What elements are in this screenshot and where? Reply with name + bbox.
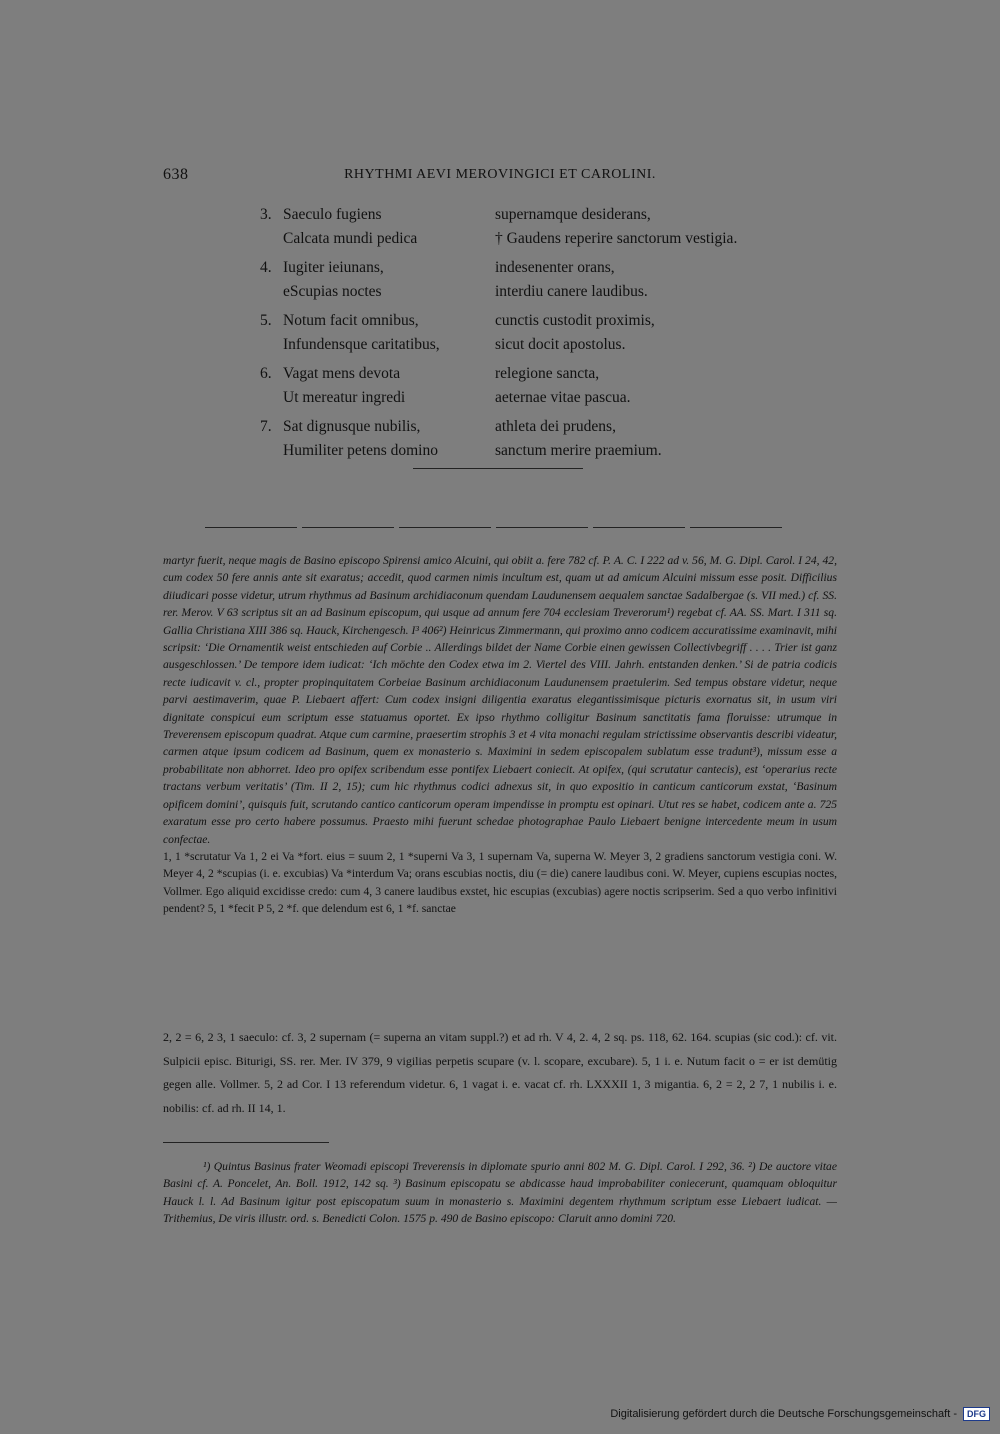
poem-half-line: athleta dei prudens, (495, 418, 616, 435)
footnotes-text: ¹) Quintus Basinus frater Weomadi episcopi Treverensis in diplomate spurio anni 802 M. G. Dipl. Carol. I 292, 36. ²) De auctore vitae Basini cf. A. Poncelet, An. Boll. 1912, 142 sq. ³) Basinum episcopatu se abdicasse haud improbabiliter coniecerunt, quamquam obloquitur Hauck l. l. Ad Basinum igitur post episcopatum suum in monasterio s. Maximini degentem rhythmum scriptum esse Liebaert iudicat. — Trithemius, De viris illustr. ord. s. Benedicti Colon. 1575 p. 490 de Basino episcopo: Claruit anno domini 720. (163, 1160, 837, 1226)
commentary-block (163, 552, 837, 918)
funding-note: Digitalisierung gefördert durch die Deutsche Forschungsgemeinschaft - (610, 1408, 957, 1420)
stanza-number: 4. (260, 259, 272, 276)
dfg-logo-icon: DFG (963, 1407, 990, 1421)
stanza (260, 309, 820, 357)
poem-line (260, 362, 820, 386)
poem-half-line: cunctis custodit proximis, (495, 312, 655, 329)
page-number: 638 (163, 166, 189, 183)
poem-half-line: interdiu canere laudibus. (495, 283, 648, 300)
poem-end-rule (413, 468, 583, 469)
poem-line (260, 227, 820, 251)
poem-half-line: Vagat mens devota (283, 365, 401, 382)
footnotes (163, 1158, 837, 1228)
commentary-text: martyr fuerit, neque magis de Basino episcopo Spirensi amico Alcuini, qui obiit a. fere 782 cf. P. A. C. I 222 ad v. 56, M. G. Dipl. Carol. I 24, 42, cum codex 50 fere annis ante sit exaratus; accedit, quod carmen nimis incultum est, quam ut ad amicum Alcuini missum esse posit. Difficilius diiudicari posse videtur, utrum rhythmus ad Basinum archidiaconum quendam Laudunensem aequalem sanctae Sadalbergae (s. VII med.) cf. SS. rer. Merov. V 63 scriptus sit an ad Basinum episcopum, qui usque ad annum fere 704 ecclesiam Treverorum¹) regebat cf. AA. SS. Mart. I 311 sq. Gallia Christiana XIII 386 sq. Hauck, Kirchengesch. I³ 406²) Heinricus Zimmermann, qui proximo anno codicem accuratissime examinavit, mihi scripsit: ‘Die Ornamentik weist entschieden auf Corbie .. Allerdings bildet der Name Corbie einen gewissen Collectivbegriff . . . . Trier ist ganz ausgeschlossen.’ De tempore idem iudicat: ‘Ich möchte den Codex etwa im 2. Viertel des VIII. Jahrh. entstanden denken.’ Si de patria codicis recte iudicavit v. cl., propter propinquitatem Corbeiae Basinum archidiaconum Laudunensem praetulerim. Sed tempus obstare videtur, neque parvi aestimaverim, quae P. Liebaert affert: Cum codex insigni diligentia exaratus elegantissimisque picturis exornatus sit, in usum viri dignitate conspicui eum scriptum esse statuamus oportet. Ex ipso rhythmo colligitur Basinum sanctitatis fama floruisse: utrumque in Treverensem episcopum quadrat. Atque cum carmine, praesertim strophis 3 et 4 vita monachi regulam strictissime observantis describi videatur, carmen atque ipsum codicem ad Basinum, quem ex monasterio s. Maximini in sedem episcopalem sublatum esse tradunt³), missum esse a probabilitate non abhorret. Ideo pro opifex scribendum esse pontifex Liebaert coniecit. At opifex, (qui scrutatur cantecis), est ‘operarius recte tractans verbum veritatis’ (Tim. II 2, 15); cum hic rhythmus codici adnexus sit, in quo expositio in canticum canticorum exstat, ‘Basinum opificem domini’, quisquis fuit, scrutando cantico canticorum operam impendisse in promptu est opinari. Utut res se habet, codicem ante a. 725 exaratum esse pro certo habere possumus. Praesto mihi fuerunt schedae photographae Paulo Liebaert benigne intercedente meum in usum confectae. (163, 554, 837, 846)
poem-half-line: sicut docit apostolus. (495, 336, 626, 353)
poem-half-line: eScupias noctes (283, 283, 382, 300)
page-header (163, 166, 837, 190)
source-apparatus-text: 2, 2 = 6, 2 3, 1 saeculo: cf. 3, 2 supernam (= superna an vitam suppl.?) et ad rh. V 4, 2. 4, 2 sq. ps. 118, 62. 164. scupias (sic cod.): cf. vit. Sulpicii episc. Biturigi, SS. rer. Mer. IV 379, 9 vigilias perpetis scupare (v. l. scopare, excubare). 5, 1 i. e. Nutum facit o = er ist demütig gegen alle. Vollmer. 5, 2 ad Cor. I 13 referendum videtur. 6, 1 vagat i. e. vacat cf. rh. LXXXII 1, 3 migantia. 6, 2 = 2, 2 7, 1 nubilis i. e. nobilis: cf. ad rh. II 14, 1. (163, 1030, 837, 1115)
stanza-number: 3. (260, 206, 272, 223)
poem-half-line: Calcata mundi pedica (283, 230, 418, 247)
poem-half-line: Infundensque caritatibus, (283, 336, 440, 353)
poem-line (260, 309, 820, 333)
poem-half-line: Saeculo fugiens (283, 206, 382, 223)
poem-half-line: Notum facit omnibus, (283, 312, 419, 329)
stanza (260, 203, 820, 251)
stanza-number: 6. (260, 365, 272, 382)
notes-separator-rule (205, 527, 785, 528)
stanza-number: 7. (260, 418, 272, 435)
poem-half-line: Sat dignusque nubilis, (283, 418, 421, 435)
critical-apparatus: 1, 1 *scrutatur Va 1, 2 ei Va *fort. eius = suum 2, 1 *superni Va 3, 1 supernam Va, superna W. Meyer 3, 2 gradiens sanctorum vestigia coni. W. Meyer 4, 2 *scupias (i. e. excubias) Va *interdum Va; orans escubias noctis, diu (= die) canere laudibus coni. W. Meyer, cupiens escupias noctes, Vollmer. Ego aliquid excidisse credo: cum 4, 3 canere laudibus exstet, hic escupias (excubias) agere noctis scripserim. Sed a quo verbo infinitivi pendent? 5, 1 *fecit P 5, 2 *f. que delendum est 6, 1 *f. sanctae (163, 849, 837, 916)
stanza-number: 5. (260, 312, 272, 329)
poem-half-line: Iugiter ieiunans, (283, 259, 384, 276)
poem-line (260, 280, 820, 304)
poem-half-line: † Gaudens reperire sanctorum vestigia. (495, 230, 738, 247)
poem-half-line: supernamque desiderans, (495, 206, 651, 223)
poem-line (260, 386, 820, 410)
stanza (260, 256, 820, 304)
poem-half-line: indesenenter orans, (495, 259, 615, 276)
footnote-rule (163, 1142, 329, 1143)
source-apparatus (163, 1026, 837, 1120)
funding-bar (610, 1406, 990, 1422)
poem-line (260, 256, 820, 280)
poem-half-line: sanctum merire praemium. (495, 442, 662, 459)
poem-line (260, 203, 820, 227)
poem-half-line: relegione sancta, (495, 365, 600, 382)
stanza (260, 415, 820, 463)
poem-line (260, 415, 820, 439)
poem-half-line: aeternae vitae pascua. (495, 389, 631, 406)
poem-text (260, 203, 820, 468)
poem-half-line: Ut mereatur ingredi (283, 389, 406, 406)
poem-line (260, 333, 820, 357)
running-title: RHYTHMI AEVI MEROVINGICI ET CAROLINI. (344, 167, 656, 182)
stanza (260, 362, 820, 410)
poem-half-line: Humiliter petens domino (283, 442, 438, 459)
poem-line (260, 439, 820, 463)
